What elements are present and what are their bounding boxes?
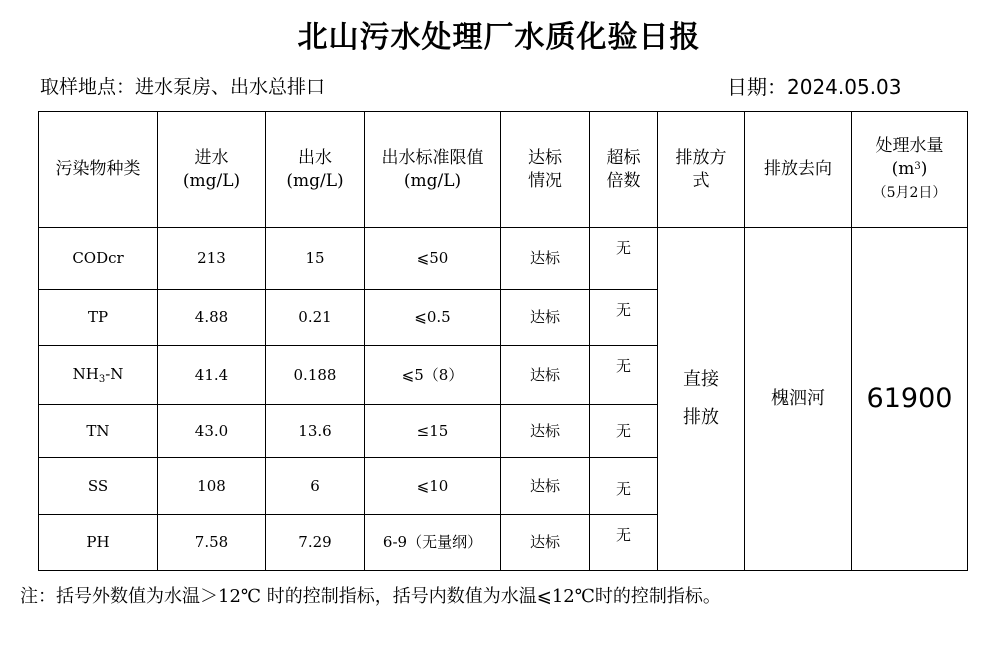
outflow-cell: 7.29	[266, 515, 365, 571]
header-volume: 处理水量 $(m^3)$ （5月2日）	[852, 112, 968, 228]
status-cell: 达标	[501, 228, 590, 290]
pollutant-cell: $NH_3-N$	[39, 346, 158, 405]
status-cell: 达标	[501, 458, 590, 515]
status-cell: 达标	[501, 346, 590, 405]
report-date: 日期：2024.05.03	[727, 75, 902, 99]
footnote: 注：括号外数值为水温＞12℃ 时的控制指标，括号内数值为水温⩽12℃时的控制指标。	[20, 586, 721, 607]
exceed-cell: 无	[590, 228, 658, 290]
exceed-cell: 无	[590, 515, 658, 571]
exceed-cell: 无	[590, 458, 658, 515]
outflow-cell: 6	[266, 458, 365, 515]
destination-cell: 槐泗河	[745, 228, 852, 571]
header-row	[39, 112, 968, 228]
pollutant-cell: SS	[39, 458, 158, 515]
header-compliance: 达标 情况	[501, 112, 590, 228]
header-discharge-method: 排放方 式	[658, 112, 745, 228]
exceed-cell: 无	[590, 405, 658, 458]
outflow-cell: 0.21	[266, 290, 365, 346]
table-row	[39, 228, 968, 290]
inflow-cell: 7.58	[158, 515, 266, 571]
limit-cell: ⩽50	[365, 228, 501, 290]
status-cell: 达标	[501, 515, 590, 571]
sampling-location: 取样地点：进水泵房、出水总排口	[40, 76, 326, 98]
pollutant-cell: CODcr	[39, 228, 158, 290]
header-outflow: 出水 (mg/L)	[266, 112, 365, 228]
header-exceed-multiple: 超标 倍数	[590, 112, 658, 228]
exceed-cell: 无	[590, 290, 658, 346]
inflow-cell: 4.88	[158, 290, 266, 346]
discharge-method-cell: 直接 排放	[658, 228, 745, 571]
limit-cell: 6-9（无量纲）	[365, 515, 501, 571]
inflow-cell: 213	[158, 228, 266, 290]
outflow-cell: 15	[266, 228, 365, 290]
outflow-cell: 0.188	[266, 346, 365, 405]
inflow-cell: 41.4	[158, 346, 266, 405]
pollutant-cell: TN	[39, 405, 158, 458]
limit-cell: ⩽5（8）	[365, 346, 501, 405]
pollutant-cell: TP	[39, 290, 158, 346]
header-inflow: 进水 (mg/L)	[158, 112, 266, 228]
status-cell: 达标	[501, 405, 590, 458]
inflow-cell: 43.0	[158, 405, 266, 458]
water-quality-table	[38, 111, 968, 571]
limit-cell: ⩽10	[365, 458, 501, 515]
header-limit: 出水标准限值 (mg/L)	[365, 112, 501, 228]
header-pollutant: 污染物种类	[39, 112, 158, 228]
inflow-cell: 108	[158, 458, 266, 515]
outflow-cell: 13.6	[266, 405, 365, 458]
pollutant-cell: PH	[39, 515, 158, 571]
exceed-cell: 无	[590, 346, 658, 405]
header-destination: 排放去向	[745, 112, 852, 228]
limit-cell: ⩽0.5	[365, 290, 501, 346]
report-title: 北山污水处理厂水质化验日报	[297, 20, 701, 55]
status-cell: 达标	[501, 290, 590, 346]
limit-cell: ≤15	[365, 405, 501, 458]
volume-cell: 61900	[852, 228, 968, 571]
